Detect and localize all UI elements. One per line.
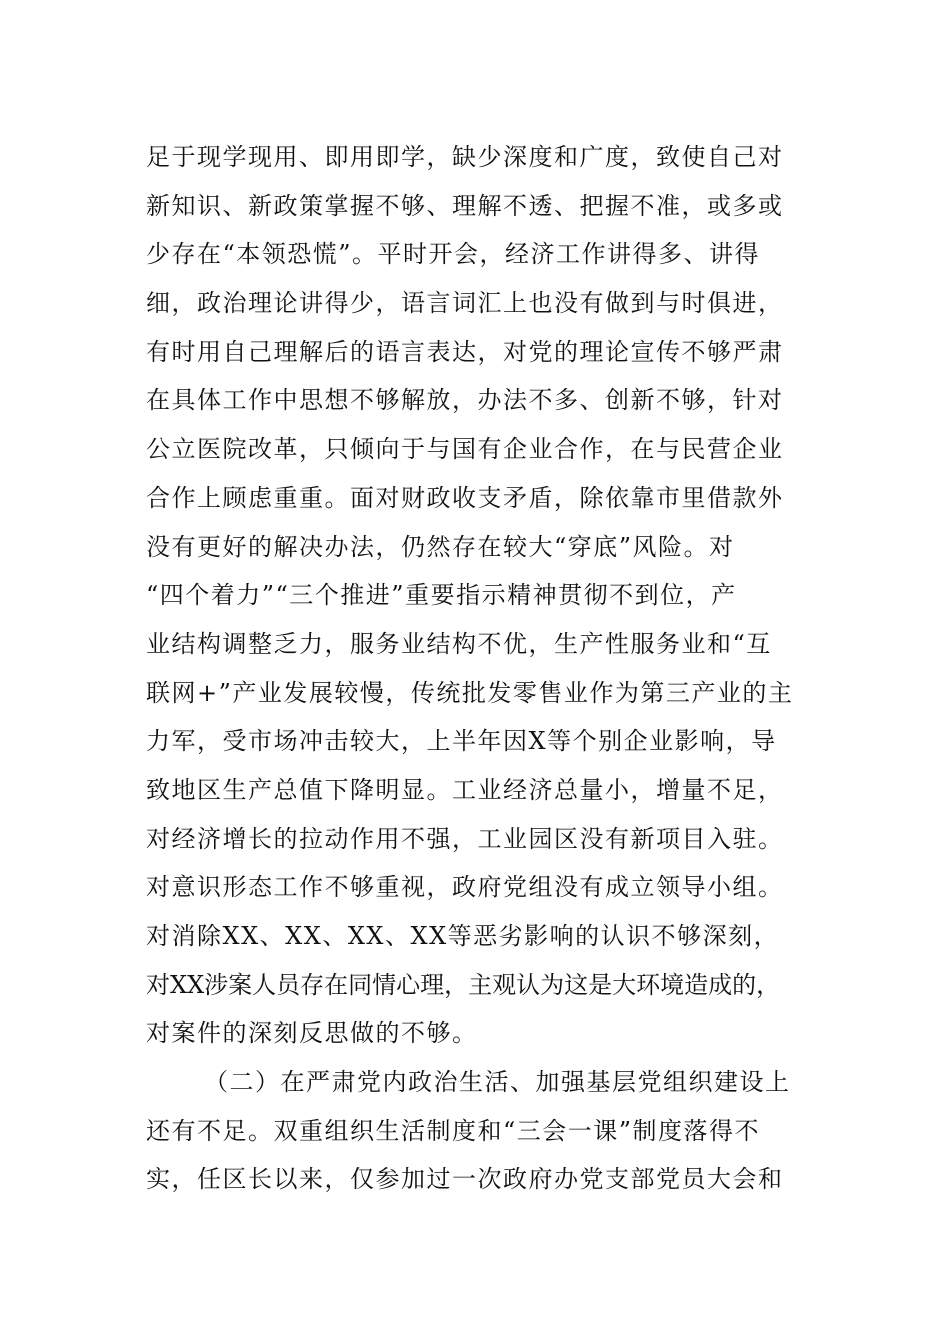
paragraph-line: 少存在“本领恐慌”。平时开会，经济工作讲得多、讲得 bbox=[146, 240, 761, 269]
paragraph-line: 对案件的深刻反思做的不够。 bbox=[146, 1019, 478, 1048]
paragraph-line: 实，任区长以来，仅参加过一次政府办党支部党员大会和 bbox=[146, 1165, 784, 1194]
paragraph-line: 对XX涉案人员存在同情心理，主观认为这是大环境造成的， bbox=[146, 970, 781, 999]
paragraph-line: 力军，受市场冲击较大，上半年因X等个别企业影响，导 bbox=[146, 727, 777, 756]
paragraph-line: 没有更好的解决办法，仍然存在较大“穿底”风险。对 bbox=[146, 532, 735, 561]
paragraph-line: 业结构调整乏力，服务业结构不优，生产性服务业和“互 bbox=[146, 629, 772, 658]
paragraph-line: 对意识形态工作不够重视，政府党组没有成立领导小组。 bbox=[146, 873, 784, 902]
document-body bbox=[146, 133, 826, 1204]
paragraph-line: 对经济增长的拉动作用不强，工业园区没有新项目入驻。 bbox=[146, 824, 784, 853]
paragraph-line: 细，政治理论讲得少，语言词汇上也没有做到与时俱进， bbox=[146, 289, 784, 318]
paragraph-line: 新知识、新政策掌握不够、理解不透、把握不准，或多或 bbox=[146, 191, 784, 220]
paragraph-line: 公立医院改革，只倾向于与国有企业合作，在与民营企业 bbox=[146, 435, 784, 464]
paragraph-line: 还有不足。双重组织生活制度和“三会一课”制度落得不 bbox=[146, 1116, 761, 1145]
paragraph-line: 对消除XX、XX、XX、XX等恶劣影响的认识不够深刻， bbox=[146, 922, 780, 950]
paragraph-line: “四个着力”“三个推进”重要指示精神贯彻不到位，产 bbox=[146, 581, 737, 610]
paragraph-line: 致地区生产总值下降明显。工业经济总量小，增量不足， bbox=[146, 775, 784, 804]
section-heading-line: （二）在严肃党内政治生活、加强基层党组织建设上 bbox=[204, 1068, 791, 1097]
paragraph-line: 足于现学现用、即用即学，缺少深度和广度，致使自己对 bbox=[146, 143, 784, 171]
paragraph-line: 合作上顾虑重重。面对财政收支矛盾，除依靠市里借款外 bbox=[146, 483, 784, 512]
paragraph-line: 有时用自己理解后的语言表达，对党的理论宣传不够严肃 bbox=[146, 337, 784, 366]
paragraph-line: 联网+”产业发展较慢，传统批发零售业作为第三产业的主 bbox=[146, 678, 794, 707]
paragraph-line: 在具体工作中思想不够解放，办法不多、创新不够，针对 bbox=[146, 386, 784, 415]
